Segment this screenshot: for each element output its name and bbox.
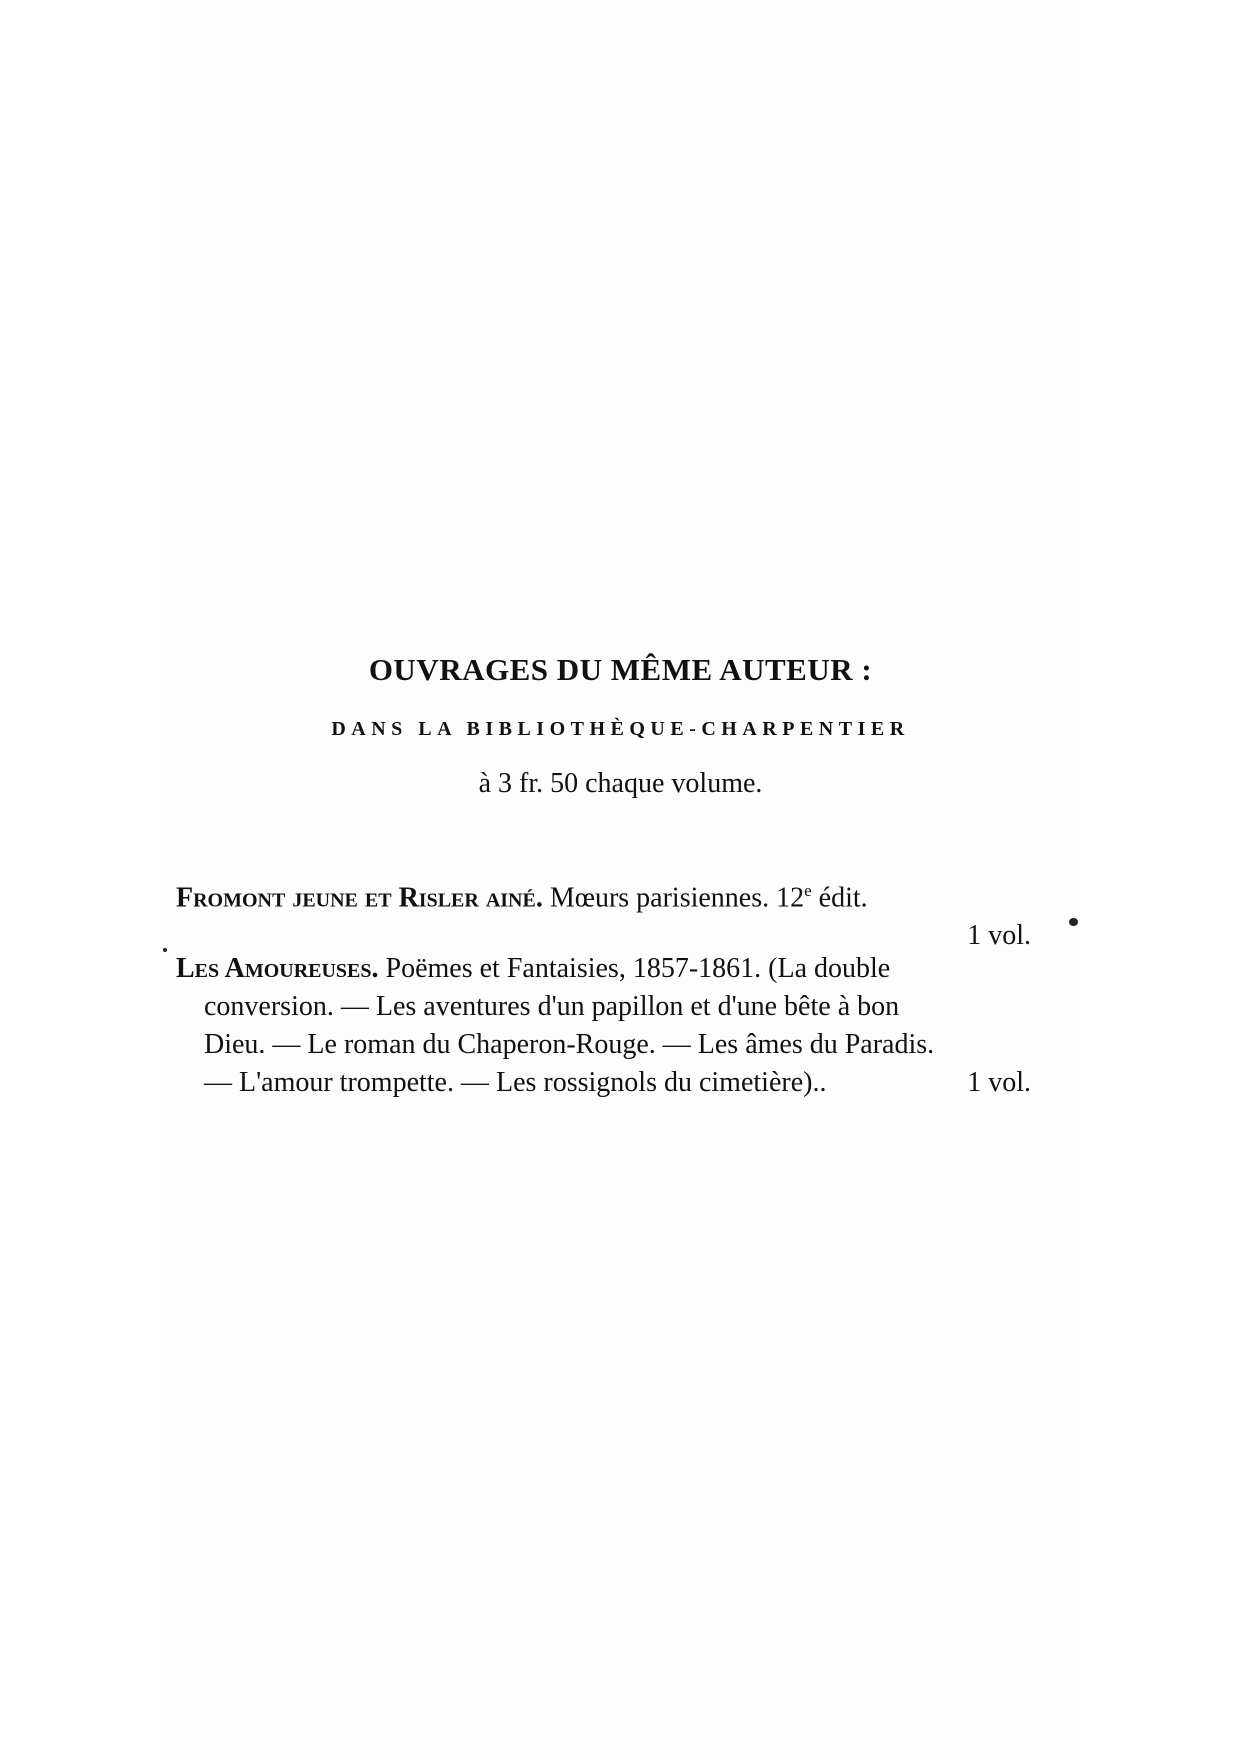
book-description: Poëmes et Fantaisies, 1857-1861. (La double	[378, 953, 891, 984]
book-title: Les Amoureuses.	[176, 953, 379, 984]
book-title: Fromont jeune et Risler ainé.	[176, 882, 543, 914]
volume-count: 1 vol.	[967, 920, 1031, 952]
book-entry-fromont	[176, 872, 1031, 955]
entry-line-text: — L'amour trompette. — Les rossignols du cimetière)..	[204, 1067, 827, 1098]
edition-label: édit.	[811, 882, 868, 914]
entry-line	[176, 1064, 1031, 1102]
book-description: Mœurs parisiennes. 12	[542, 882, 805, 914]
book-entry-amoureuses	[176, 950, 1031, 1102]
collection-subtitle: DANS LA BIBLIOTHÈQUE-CHARPENTIER	[331, 718, 910, 740]
page-title: OUVRAGES DU MÊME AUTEUR :	[368, 652, 873, 687]
ink-mark	[163, 948, 167, 952]
ink-mark	[1069, 918, 1078, 926]
volume-count: 1 vol.	[967, 1067, 1031, 1098]
entry-line	[176, 872, 1031, 917]
entry-line: conversion. — Les aventures d'un papillon et d'une bête à bon	[204, 991, 900, 1022]
entry-line: Dieu. — Le roman du Chaperon-Rouge. — Les âmes du Paradis.	[204, 1029, 935, 1060]
price-line: à 3 fr. 50 chaque volume.	[478, 768, 763, 799]
edition-superscript: e	[804, 881, 812, 900]
entry-line	[176, 950, 1031, 988]
